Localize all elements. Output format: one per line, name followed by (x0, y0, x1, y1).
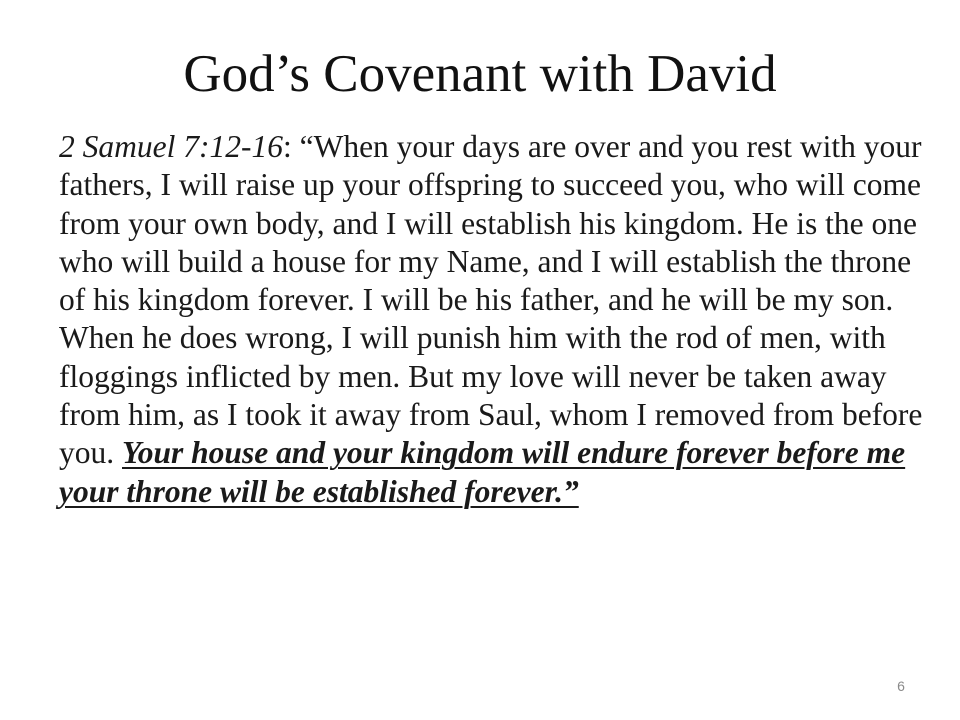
passage-text: “When your days are over and you rest with your fathers, I will raise up your offspring to succeed you, who will come from your own body, and I will establish his kingdom. He is the one who will build a house for my Name, and I will establish the throne of his kingdom forever. I will be his father, and he will be my son. When he does wrong, I will punish him with the rod of men, with floggings inflicted by men. But my love will never be taken away from him, as I took it away from Saul, whom I removed from before you. (59, 129, 923, 471)
page-number: 6 (897, 678, 905, 694)
scripture-reference: 2 Samuel 7:12-16 (59, 129, 283, 164)
reference-separator: : (282, 129, 300, 164)
slide-title: God’s Covenant with David (183, 45, 777, 103)
scripture-passage (59, 128, 939, 511)
emphasized-passage: Your house and your kingdom will endure forever before me your throne will be established forever.” (59, 435, 906, 509)
